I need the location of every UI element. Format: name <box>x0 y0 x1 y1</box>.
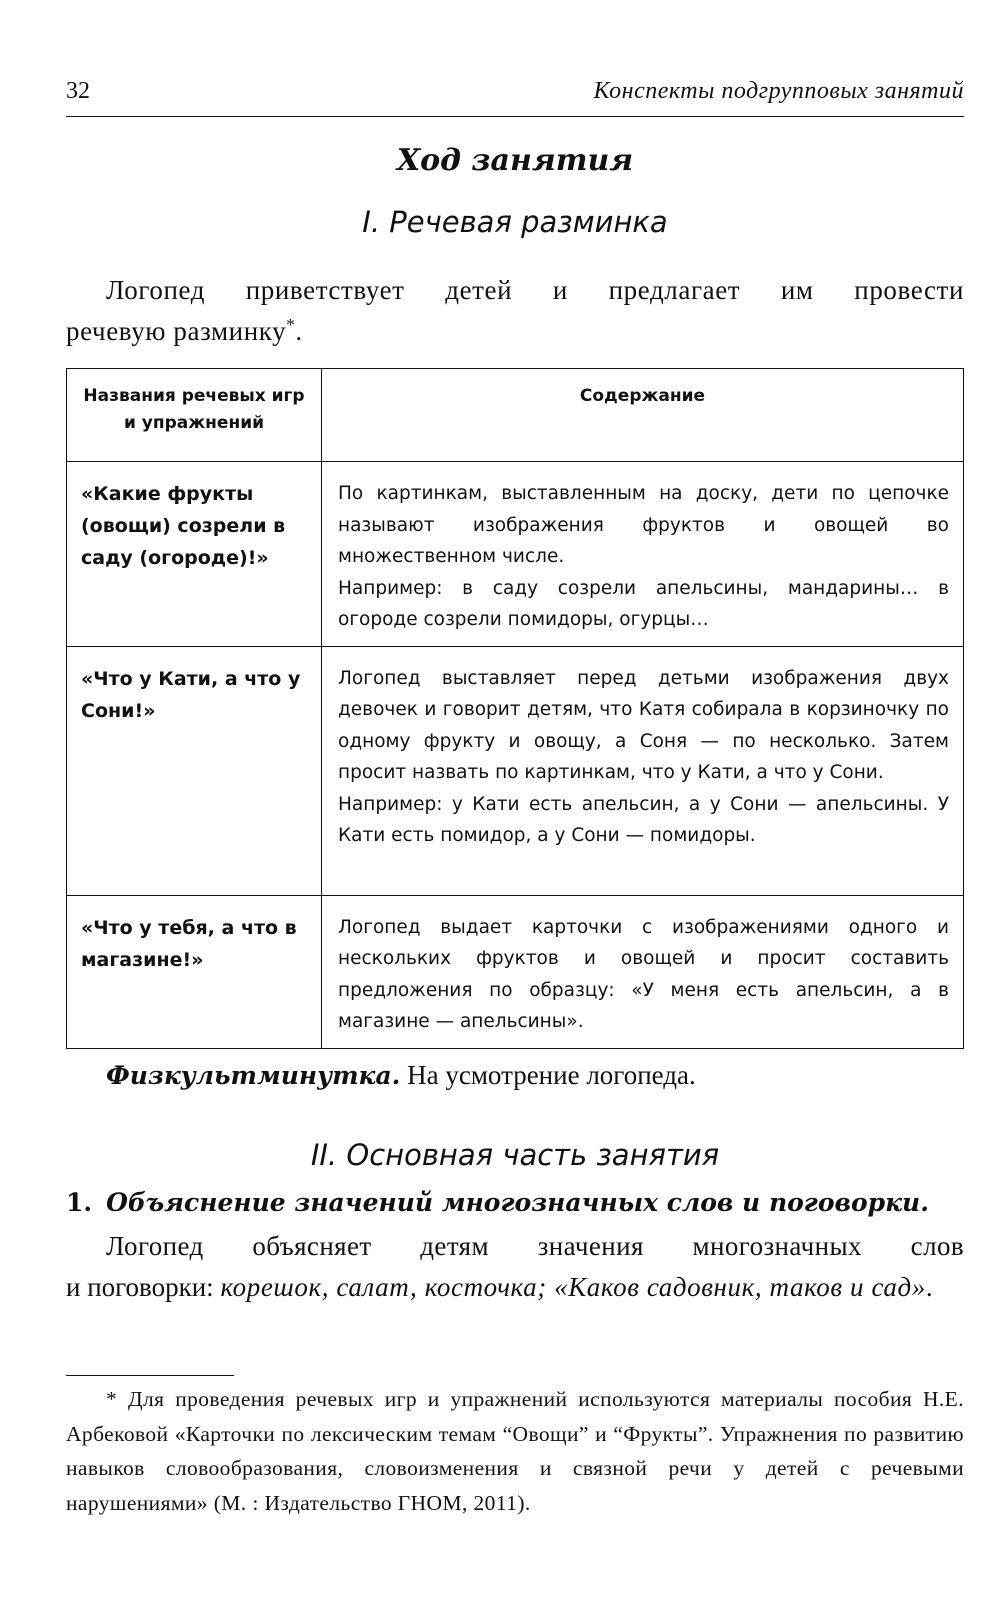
fizkult-lead: Физкультминутка. <box>106 1061 401 1090</box>
point-title-text: Объяснение значений многозначных слов и поговорки. <box>106 1188 929 1217</box>
game-content <box>322 462 964 647</box>
section-heading-1: I. Речевая разминка <box>362 205 668 239</box>
column-header-content: Содержание <box>322 369 964 462</box>
game-name: «Что у тебя, а что в магазине!» <box>67 895 322 1048</box>
game-example: Например: в саду созрели апельсины, мандарины… в огороде созрели помидоры, огурцы… <box>338 577 949 630</box>
game-name: «Что у Кати, а что у Сони!» <box>67 646 322 895</box>
footnote-rule <box>66 1375 234 1376</box>
section-heading-2: II. Основная часть занятия <box>310 1138 720 1172</box>
explain-italic: корешок, салат, косточка; «Каков садовник, таков и сад» <box>220 1272 926 1302</box>
explain-prefix: и поговорки: <box>66 1272 221 1302</box>
intro-paragraph <box>66 270 964 352</box>
point-number: 1. <box>66 1188 93 1217</box>
game-content <box>322 646 964 895</box>
game-content <box>322 895 964 1048</box>
speech-games-table <box>66 368 964 1049</box>
footnote-text: * Для проведения речевых игр и упражнений используются материалы пособия Н.Е. Арбековой «Карточки по лексическим темам “Овощи” и “Фрукты”. Упражнения по развитию навыков словообразования, словоизменения и связной речи у детей с речевыми нарушениями» (М. : Издательство ГНОМ, 2011). <box>66 1387 964 1515</box>
table-row <box>67 646 964 895</box>
explain-line-1: Логопед объясняет детям значения многозначных слов <box>106 1231 964 1261</box>
fizkultminutka-line <box>106 1060 696 1091</box>
table-row <box>67 895 964 1048</box>
lesson-title: Ход занятия <box>396 143 634 178</box>
header-rule <box>66 116 964 117</box>
intro-line-2 <box>66 311 964 352</box>
footnote-mark[interactable]: * <box>286 315 296 334</box>
point-heading <box>66 1188 964 1217</box>
table-row <box>67 462 964 647</box>
game-description: Логопед выставляет перед детьми изображения двух девочек и говорит детям, что Катя собирала в корзиночку по одному фрукту и овощу, а Соня — по несколько. Затем просит назвать по картинкам, что у Кати, а что у Сони. <box>338 667 949 783</box>
game-example: Например: у Кати есть апельсин, а у Сони — апельсины. У Кати есть помидор, а у Сони — помидоры. <box>338 793 949 846</box>
page <box>66 0 964 1610</box>
running-title: Конспекты подгрупповых занятий <box>593 78 964 104</box>
column-header-name: Названия речевых игр и упражнений <box>67 369 322 462</box>
game-description: По картинкам, выставленным на доску, дети по цепочке называют изображения фруктов и овощей во множественном числе. <box>338 483 949 567</box>
game-name: «Какие фрукты (овощи) созрели в саду (огороде)!» <box>67 462 322 647</box>
page-header <box>66 78 964 118</box>
intro-text-2: речевую разминку <box>66 316 287 346</box>
footnote <box>66 1382 964 1520</box>
intro-end: . <box>295 316 303 346</box>
intro-line-1: Логопед приветствует детей и предлагает им провести <box>106 275 964 305</box>
explain-end: . <box>925 1272 933 1302</box>
table-header-row <box>67 369 964 462</box>
game-description: Логопед выдает карточки с изображениями одного и нескольких фруктов и овощей и просит составить предложения по образцу: «У меня есть апельсин, а в магазине — апельсины». <box>338 916 949 1032</box>
fizkult-text: На усмотрение логопеда. <box>400 1060 696 1090</box>
explain-paragraph <box>66 1226 964 1308</box>
page-number: 32 <box>66 78 90 104</box>
